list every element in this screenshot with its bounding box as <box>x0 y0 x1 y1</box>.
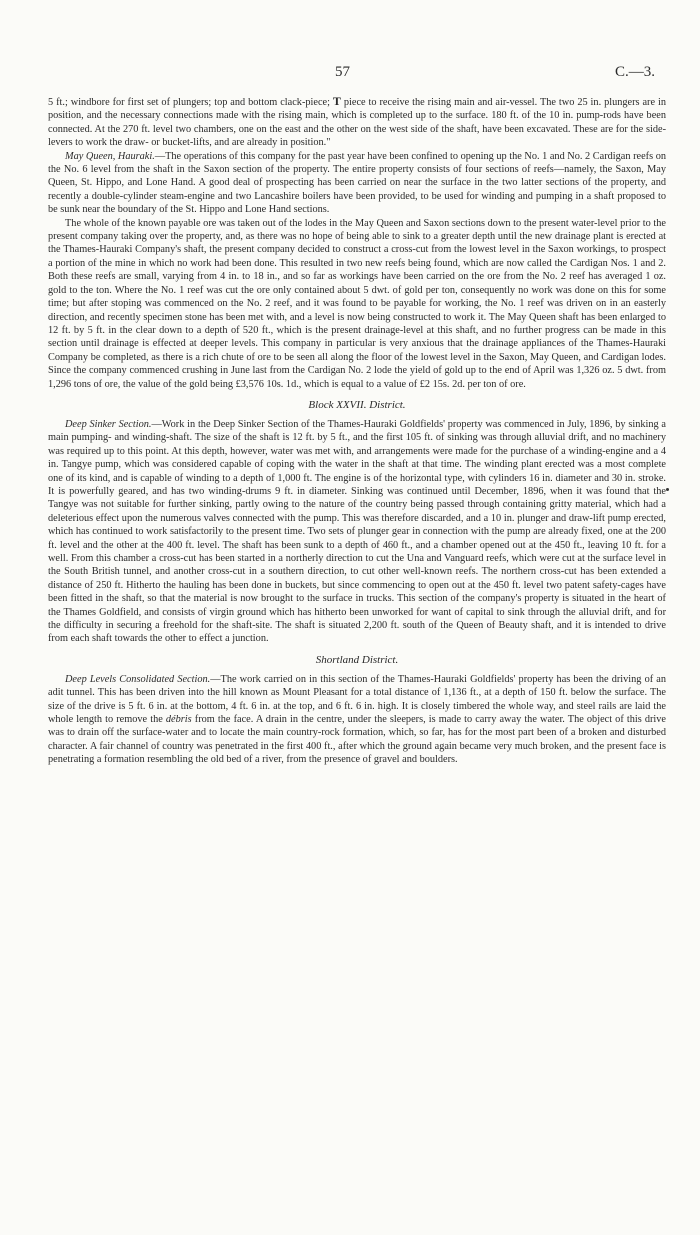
section-heading-shortland: Shortland District. <box>315 653 399 666</box>
paragraph-deep-sinker <box>48 418 666 646</box>
paragraph-text: from the face. A drain in the centre, under the sleepers, is made to carry away the water. The object of this drive was to drain off the surface-water and to locate the main country-rock formation, which, so far, has for the most part been of a broken and disturbed character. A fair channel of country was penetrated in the first 400 ft., after which the ground again became very much broken, and the present face is penetrating a formation resembling the old bed of a river, from the presence of gravel and boulders. <box>48 714 666 766</box>
run-in-heading: Deep Sinker Section. <box>65 418 152 430</box>
paragraph-text: piece to receive the rising main and air-vessel. The two 25 in. plungers are in position, and the necessary connections made with the rising main, which is completed up to the surface. 180 ft. of the 10 in. pump-rods have been connected. At the 270 ft. level two chambers, one on the east and the other on the west side of the shaft, have been excavated. These are for the side-levers to work the draw- or bucket-lifts, and are already in position." <box>48 97 666 149</box>
run-in-heading: Deep Levels Consolidated Section. <box>65 673 211 685</box>
paragraph-may-queen <box>48 150 666 217</box>
italic-term: débris <box>165 714 192 726</box>
paragraph-text: —The work carried on in this section of the Thames-Hauraki Goldfields' property has been the driving of an adit tunnel. This has been driven into the hill known as Mount Pleasant for a total distance of 1,136 ft., at a depth of 150 ft. below the surface. The size of the drive is 5 ft. 6 in. at the bottom, 4 ft. 6 in. at the top, and 6 ft. 6 in. high. It is closely timbered the whole way, and steel rails are laid the whole length to remove the <box>48 673 666 726</box>
paragraph-deep-levels <box>48 673 666 767</box>
paragraph-text: —The operations of this company for the past year have been confined to opening up the No. 1 and No. 2 Cardigan reefs on the No. 6 level from the shaft in the Saxon section of the property. The entire property consists of four sections of reefs—namely, the Saxon, May Queen, St. Hippo, and Lone Hand. A good deal of prospecting has been carried on near the surface in the two latter sections of the property, and recently a double-cylinder steam-engine and two Lancashire boilers have been provided, to be used for winding and pumping in a shaft proposed to be sunk near the boundary of the St. Hippo and Lone Hand sections. <box>48 150 666 216</box>
page-header <box>0 64 700 86</box>
t-piece-glyph: T <box>332 94 341 108</box>
paragraph-continuation <box>48 95 666 150</box>
run-in-heading: May Queen, Hauraki. <box>65 150 155 162</box>
paragraph-text: 5 ft.; windbore for first set of plungers; top and bottom clack-piece; <box>48 97 330 108</box>
document-reference: C.—3. <box>614 64 655 80</box>
document-body <box>48 95 666 767</box>
paragraph-text: —Work in the Deep Sinker Section of the Thames-Hauraki Goldfields' property was commenced in July, 1896, by sinking a main pumping- and winding-shaft. The size of the shaft is 12 ft. by 5 ft., and the first 105 ft. of sinking was through alluvial drift, and no machinery was required up to this point. At this depth, however, water was met with, and arrangements were made for the purchase of a winding-engine and a 4 in. Tangye pump, which was considered capable of coping with the water in the shaft at that time. The winding plant erected was a most complete one of its kind, and is capable of winding to a depth of 1,000 ft. The engine is of the horizontal type, with cylinders 16 in. diameter and 30 in. stroke. It is powerfully geared, and has two winding-drums 9 ft. in diameter. Sinking was continued until December, 1896, when it was found that the Tangye was not suitable for further sinking, partly owing to the nature of the country being passed through containing gritty material, which had a deleterious effect upon the numerous valves connected with the pump. This was therefore discarded, and a 10 in. plunger and draw-lift pump erected, which has continued to work satisfactorily to the present time. Two sets of plunger gear in connection with the pump are already fixed, one at the 200 ft. level and the other at the 400 ft. level. The shaft has been sunk to a depth of 460 ft., and a chamber opened out at the 450 ft., leaving 10 ft. for a well. From this chamber a cross-cut has been started in a northerly direction to cut the Una and Vanguard reefs, which were cut at the surface level in the South British tunnel, and another cross-cut in a southern direction, to cut other well-known reefs. The northern cross-cut has been extended a distance of 250 ft. Hitherto the hauling has been done in buckets, but since commencing to open out at the 450 ft. level two patent safety-cages have been fitted in the shaft, so that the material is now brought to the surface in trucks. This section of the company's property is situated in the heart of the Thames Goldfield, and consists of virgin ground which has hitherto been unworked for want of capital to sink through the alluvial drift, and for the difficulty in securing a freehold for the shaft-site. The shaft is situated 2,200 ft. south of the Queen of Beauty shaft, and it is intended to drive from each shaft towards the other to effect a junction. <box>48 418 666 645</box>
paragraph-payable-ore <box>48 217 666 391</box>
page-number: 57 <box>335 64 350 80</box>
paragraph-text: The whole of the known payable ore was taken out of the lodes in the May Queen and Saxon sections down to the present water-level prior to the present company taking over the property, and, as there was no hope of being able to sink to a greater depth until the new drainage plant is erected at the Thames-Hauraki Company's shaft, the present company decided to construct a cross-cut from the lowest level in the Saxon workings, to prospect a portion of the mine in which no work had been done. This resulted in two new reefs being found, which are now called the Cardigan Nos. 1 and 2. Both these reefs are small, varying from 4 in. to 18 in., and so far as workings have been carried on the ore from the No. 2 reef has averaged 1 oz. gold to the ton. Where the No. 1 reef was cut the ore only contained about 5 dwt. of gold per ton, consequently no work was done on this for some time; but after stoping was commenced on the No. 2 reef, and it was found to be payable for working, the No. 1 reef was driven on in an easterly direction, and recently specimen stone has been met with, and a level is now being constructed to work it. The May Queen shaft has been enlarged to 12 ft. by 5 ft. in the clear down to a depth of 520 ft., which is the present drainage-level at this shaft, and no further progress can be made in this section until drainage is effected at deeper levels. This company in particular is very anxious that the drainage appliances of the Thames-Hauraki Company be completed, as there is a rich chute of ore to be seen all along the floor of the lowest level in the Saxon, May Queen, and Cardigan lodes. Since the company commenced crushing in June last from the Cardigan No. 2 lode the yield of gold up to the end of April was 1,326 oz. 5 dwt. from 1,296 tons of ore, the value of the gold being £3,576 10s. 1d., which is equal to a value of £2 15s. 2d. per ton of ore. <box>48 217 666 390</box>
section-heading-block-xxvii: Block XXVII. District. <box>308 398 406 411</box>
margin-mark <box>666 488 669 491</box>
